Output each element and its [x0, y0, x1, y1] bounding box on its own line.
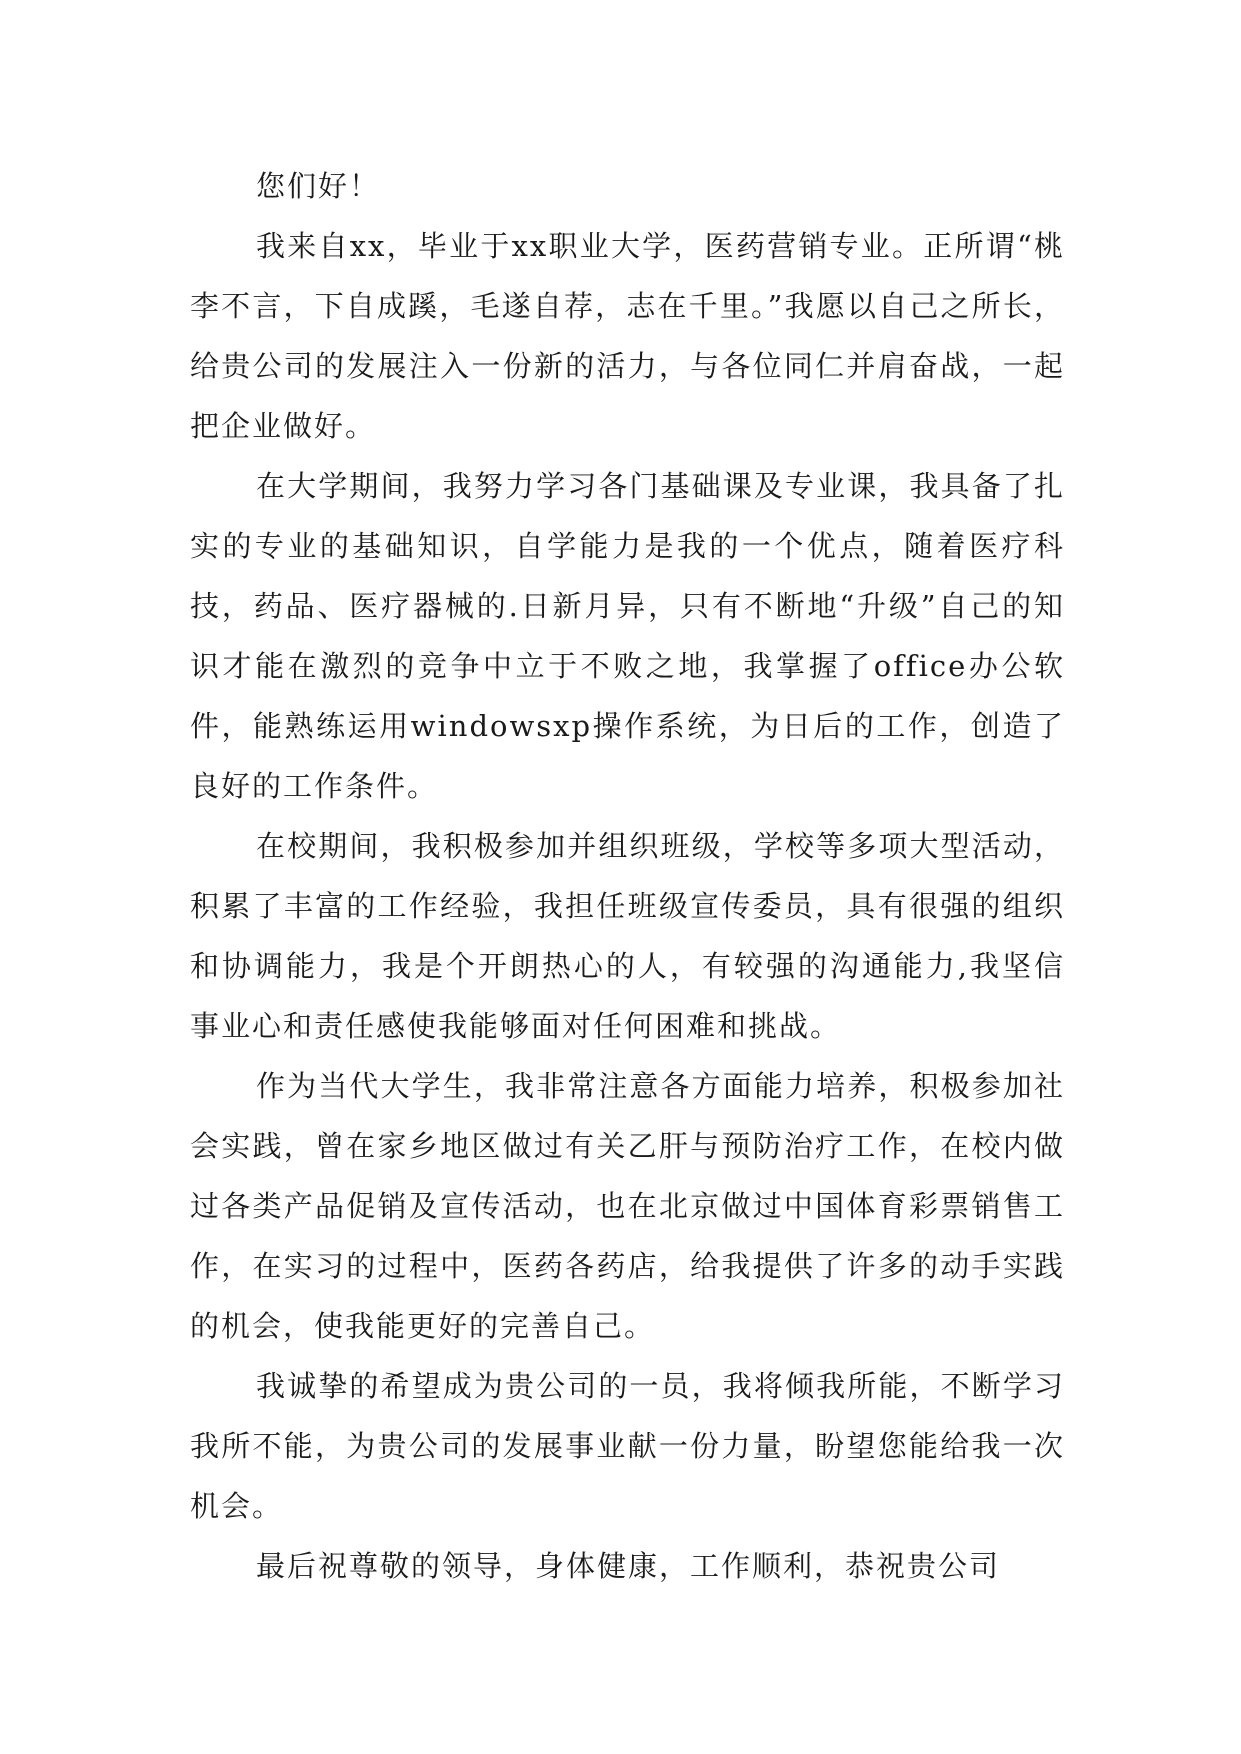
paragraph-hope: 我诚挚的希望成为贵公司的一员，我将倾我所能，不断学习我所不能，为贵公司的发展事业献一份力量，盼望您能给我一次机会。: [190, 1369, 1065, 1523]
paragraph-study: 在大学期间，我努力学习各门基础课及专业课，我具备了扎实的专业的基础知识，自学能力是我的一个优点，随着医疗科技，药品、医疗器械的.日新月异，只有不断地“升级”自己的知识才能在激烈的竞争中立于不败之地，我掌握了office办公软件，能熟练运用windowsxp操作系统，为日后的工作，创造了良好的工作条件。: [190, 469, 1065, 803]
paragraph-campus: 在校期间，我积极参加并组织班级，学校等多项大型活动，积累了丰富的工作经验，我担任班级宣传委员，具有很强的组织和协调能力，我是个开朗热心的人，有较强的沟通能力,我坚信事业心和责任感使我能够面对任何困难和挑战。: [190, 829, 1065, 1043]
paragraph-closing: 最后祝尊敬的领导，身体健康，工作顺利，恭祝贵公司: [256, 1549, 1001, 1583]
paragraph-practice: 作为当代大学生，我非常注意各方面能力培养，积极参加社会实践，曾在家乡地区做过有关乙肝与预防治疗工作，在校内做过各类产品促销及宣传活动，也在北京做过中国体育彩票销售工作，在实习的过程中，医药各药店，给我提供了许多的动手实践的机会，使我能更好的完善自己。: [190, 1069, 1065, 1343]
document-body: [190, 156, 1065, 1596]
greeting-line: 您们好！: [256, 169, 381, 203]
paragraph-intro: 我来自xx，毕业于xx职业大学，医药营销专业。正所谓“桃李不言，下自成蹊，毛遂自荐，志在千里。”我愿以自己之所长，给贵公司的发展注入一份新的活力，与各位同仁并肩奋战，一起把企业做好。: [190, 229, 1065, 443]
